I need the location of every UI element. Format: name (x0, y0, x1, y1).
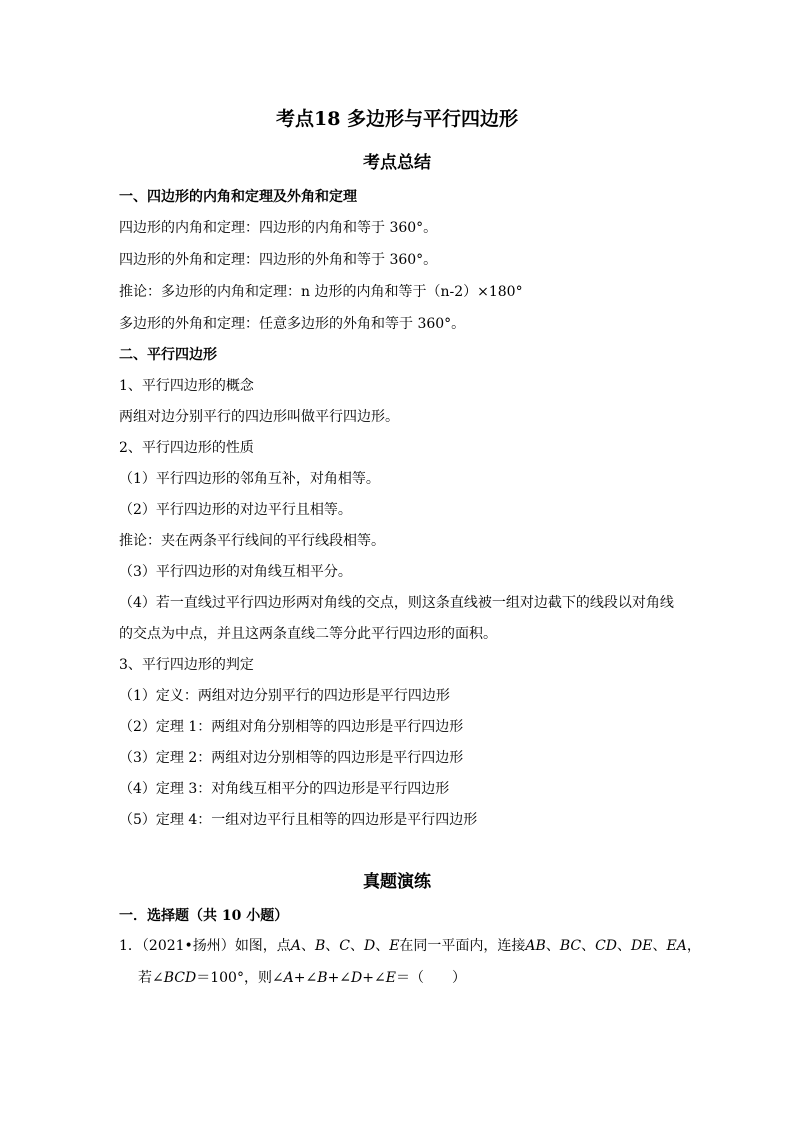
question-number: 1． (119, 938, 142, 954)
section2-line: （1）平行四边形的邻角互补，对角相等。 (119, 471, 380, 487)
section2-line: 的交点为中点，并且这两条直线二等分此平行四边形的面积。 (119, 626, 497, 642)
section2-line: 两组对边分别平行的四边形叫做平行四边形。 (119, 409, 399, 425)
page-title: 考点18 多边形与平行四边形 (275, 108, 519, 130)
separator: 、 (349, 938, 364, 954)
segment-label: CD (595, 938, 618, 954)
question-text: ， (686, 938, 701, 954)
angle-term: B (317, 970, 328, 986)
segment-label: EA (666, 938, 687, 954)
question-source: （2021•扬州） (141, 938, 235, 954)
point-label: C (339, 938, 350, 954)
point-label: E (389, 938, 400, 954)
separator: 、 (375, 938, 390, 954)
separator: 、 (545, 938, 560, 954)
question-1-line-1 (119, 935, 701, 955)
separator: 、 (617, 938, 632, 954)
point-label: A (290, 938, 301, 954)
section2-line: （2）定理 1：两组对角分别相等的四边形是平行四边形 (119, 719, 464, 735)
question-text: 在同一平面内，连接 (399, 938, 526, 954)
plus-sign: +∠ (293, 970, 318, 986)
angle-term: D (351, 970, 363, 986)
answer-blank: ＝（ ） (395, 970, 466, 986)
section2-line: 2、平行四边形的性质 (119, 440, 254, 456)
section2-line: （3）平行四边形的对角线互相平分。 (119, 564, 352, 580)
segment-label: BC (559, 938, 582, 954)
point-label: D (363, 938, 376, 954)
separator: 、 (652, 938, 667, 954)
summary-heading: 考点总结 (363, 153, 431, 173)
section1-line: 四边形的外角和定理：四边形的外角和等于 360°。 (119, 252, 438, 268)
question-text: ＝100°，则∠ (196, 970, 284, 986)
section2-line: （4）若一直线过平行四边形两对角线的交点，则这条直线被一组对边截下的线段以对角线 (119, 595, 674, 611)
plus-sign: +∠ (362, 970, 386, 986)
section2-line: （5）定理 4：一组对边平行且相等的四边形是平行四边形 (119, 812, 478, 828)
section2-line: （1）定义：两组对边分别平行的四边形是平行四边形 (119, 688, 450, 704)
segment-label: AB (525, 938, 546, 954)
section2-line: （4）定理 3：对角线互相平分的四边形是平行四边形 (119, 781, 450, 797)
angle-term: A (283, 970, 294, 986)
separator: 、 (581, 938, 596, 954)
plus-sign: +∠ (327, 970, 352, 986)
section1-heading: 一、四边形的内角和定理及外角和定理 (119, 189, 357, 205)
question-text: 如图，点 (234, 938, 291, 954)
point-label: B (314, 938, 326, 954)
section2-heading: 二、平行四边形 (119, 347, 217, 363)
angle-term: E (385, 970, 396, 986)
segment-label: DE (631, 938, 653, 954)
section1-line: 推论：多边形的内角和定理：n 边形的内角和等于（n-2）×180° (119, 284, 523, 300)
section2-line: （2）平行四边形的对边平行且相等。 (119, 502, 352, 518)
section1-line: 多边形的外角和定理：任意多边形的外角和等于 360°。 (119, 316, 466, 332)
section2-line: 推论：夹在两条平行线间的平行线段相等。 (119, 533, 385, 549)
section2-line: （3）定理 2：两组对边分别相等的四边形是平行四边形 (119, 750, 464, 766)
separator: 、 (325, 938, 340, 954)
question-1-line-2 (138, 967, 466, 987)
angle-label: BCD (163, 970, 197, 986)
separator: 、 (300, 938, 315, 954)
section2-line: 3、平行四边形的判定 (119, 657, 254, 673)
section1-line: 四边形的内角和定理：四边形的内角和等于 360°。 (119, 220, 438, 236)
section2-line: 1、平行四边形的概念 (119, 378, 254, 394)
practice-heading: 真题演练 (363, 872, 431, 892)
choice-heading: 一．选择题（共 10 小题） (119, 908, 289, 924)
question-text: 若∠ (138, 970, 164, 986)
